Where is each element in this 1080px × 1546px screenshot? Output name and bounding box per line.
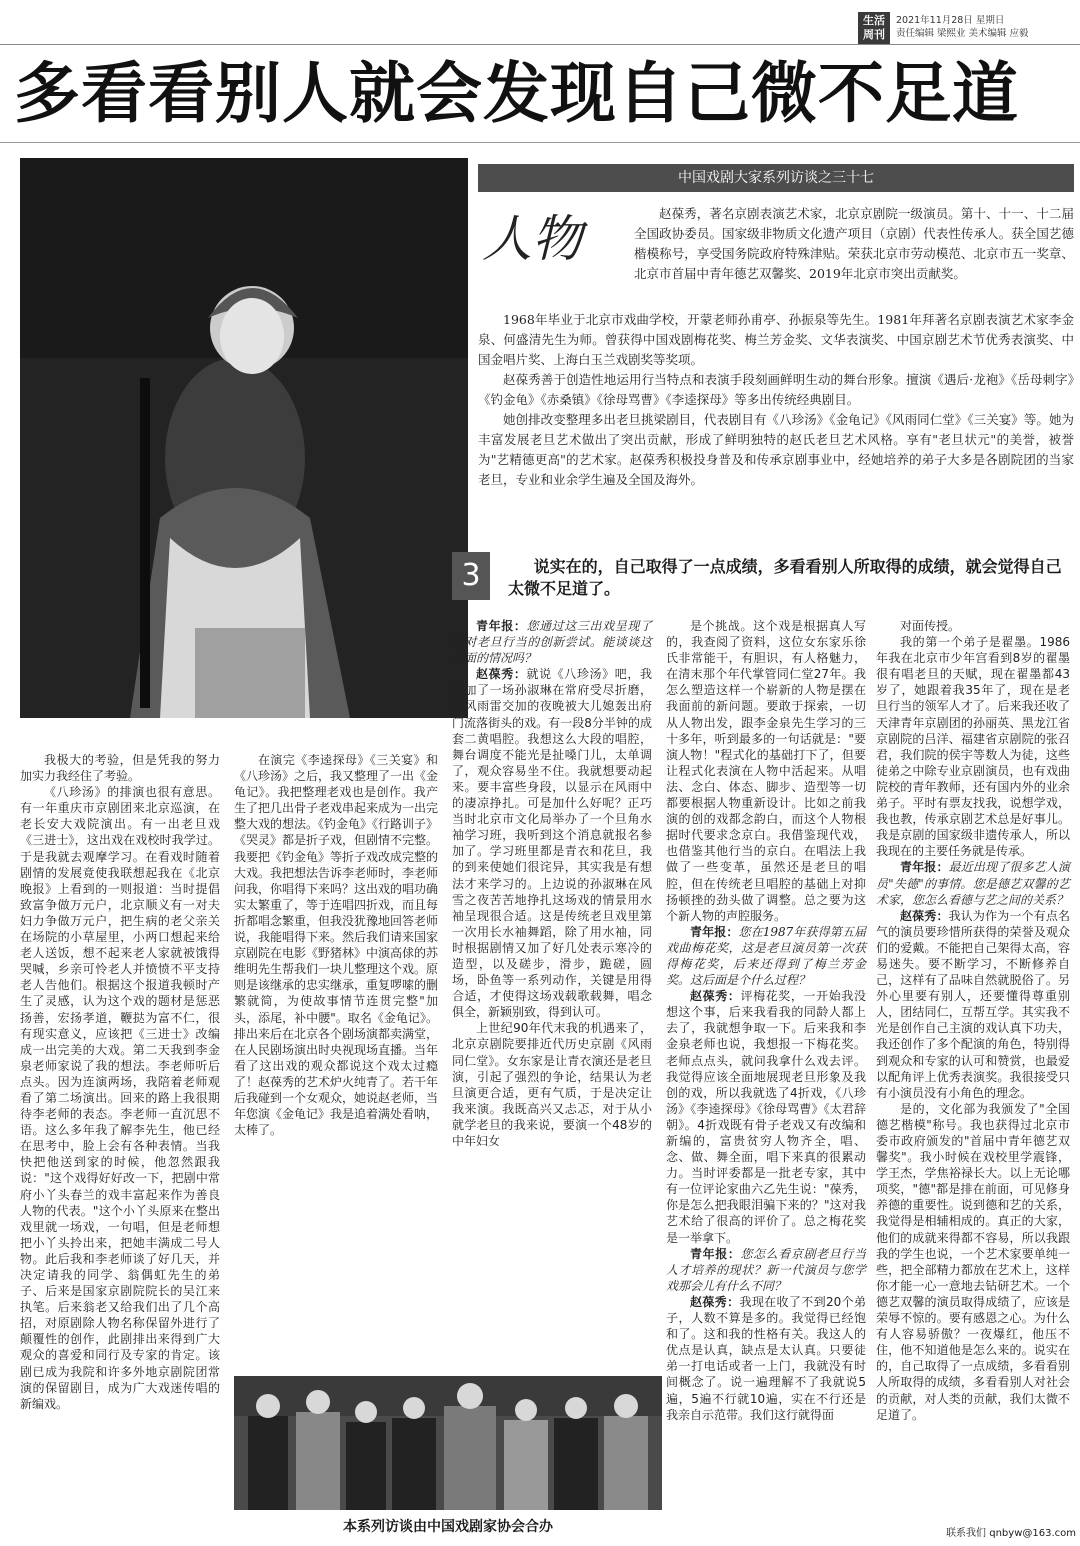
paragraph-text: 您通过这三出戏呈现了您对老旦行当的创新尝试。能谈谈这方面的情况吗？: [452, 619, 652, 666]
date-editors-line: [896, 14, 1076, 40]
paragraph-text: 您在1987年获得第五届戏曲梅花奖，这是老旦演员第一次获得梅花奖，后来还得到了梅兰芳金奖。这后面是个什么过程？: [666, 924, 866, 988]
speaker-label: 赵葆秀：: [690, 1294, 740, 1309]
speaker-label: 青年报：: [690, 924, 739, 939]
intro-paragraph: 她创排改变整理多出老旦挑梁剧目，代表剧目有《八珍汤》《金龟记》《风雨同仁堂》《三关宴》等。她为丰富发展老旦艺术做出了突出贡献，形成了鲜明独特的赵氏老旦艺术风格。享有"老旦状元"的美誉，被誉为"艺精德更高"的艺术家。赵葆秀积极投身普及和传承京剧事业中，经她培养的弟子大多是各剧院团的当家老旦，专业和业余学生遍及全国及海外。: [478, 412, 1074, 487]
paragraph-text: 就说《八珍汤》吧，我们加了一场孙淑琳在常府受尽折磨，在风雨雷交加的夜晚被大儿媳轰出府门流落街头的戏。有一段8分半钟的成套二黄唱腔。我想这么大段的唱腔，舞台调度不能光是扯嗓门儿，太单调了，观众容易坐不住。我就想要动起来。要丰富些身段，以显示在风雨中的凄凉挣扎。可是加什么好呢？正巧当时北京市文化局举办了一个旦角水袖学习班，我听到这个消息就报名参加了。学习班里都是青衣和花旦，我的到来使她们很诧异，其实我是有想法才来学习的。上边说的孙淑琳在风雪之夜苦苦地挣扎这场戏的情景用水袖呈现很合适。这是传统老旦戏里第一次用长水袖舞蹈，除了用水袖，同时根据剧情又加了好几处表示寒冷的造型，以及磋步，滑步，跪磋，圆场，卧鱼等一系列动作，关键是用得合适，才使得这场戏载歌载舞，唱念俱全，新颖别致，得到认可。: [452, 667, 652, 1020]
interview-question: [666, 1246, 866, 1294]
paragraph-text: 是个挑战。这个戏是根据真人写的，我查阅了资料，这位女东家乐徐氏非常能干，有胆识，有人格魅力，在清末那个年代掌管同仁堂27年。我怎么塑造这样一个崭新的人物是摆在我面前的新问题。要敢于探索，一切从人物出发，跟李金泉先生学习的三十多年，听到最多的一句话就是："要演人物！"程式化的基础打下了，但要让程式化表演在人物中活起来。从唱法、念白、体态、脚步、造型等一切都要根据人物重新设计。比如之前我演的创的戏都念韵白，而这个人物根据时代要求念京白。我借鉴现代戏，也借鉴其他行当的京白。在唱法上我做了一些变革，虽然还是老旦的唱腔，但在传统老旦唱腔的基础上对抑扬顿挫的劲头做了调整。总之要为这个新人物的声腔服务。: [666, 619, 866, 923]
column-3: [452, 618, 652, 1358]
editors: 责任编辑 梁熙业 美术编辑 应毅: [896, 28, 1029, 39]
body-paragraph: [876, 618, 1070, 634]
photo-caption: 本系列访谈由中国戏剧家协会合办: [343, 1519, 553, 1535]
intro-paragraph: 赵葆秀，著名京剧表演艺术家，北京京剧院一级演员。第十、十一、十二届全国政协委员。国家级非物质文化遗产项目（京剧）代表性传承人。获全国艺德楷模称号，享受国务院政府特殊津贴。荣获北京市劳动模范、北京市五一奖章、北京市首届中青年德艺双馨奖、2019年北京市突出贡献奖。: [634, 206, 1074, 281]
interview-question: [666, 924, 866, 988]
paragraph-text: 评梅花奖，一开始我没想这个事，后来我看我的同龄人都上去了，我就想争取一下。后来我和李金泉老师也说，我想报一下梅花奖。老师点点头，就问我拿什么戏去评。我觉得应该全面地展现老旦形象及我创的戏，所以我就选了4折戏，《八珍汤》《李逵探母》《徐母骂曹》《太君辞朝》。4折戏既有骨子老戏又有改编和新编的，富贵贫穷人物齐全，唱、念、做、舞全面，唱下来真的很累动力。当时评委都是一批老专家，其中有一位评论家曲六乙先生说："葆秀，你是怎么把我眼泪骗下来的？"这对我艺术给了很高的评价了。总之梅花奖是一举拿下。: [666, 989, 866, 1245]
headline: 多看看别人就会发现自己微不足道: [14, 55, 1019, 132]
portrait-photo: [20, 158, 468, 718]
intro-bio: [478, 204, 1074, 284]
top-rule: [0, 44, 1080, 45]
speaker-label: 赵葆秀：: [690, 989, 741, 1004]
group-photo: [234, 1376, 662, 1514]
renwu-text: 人物: [482, 210, 582, 268]
pull-quote: 说实在的，自己取得了一点成绩，多看看别人所取得的成绩，就会觉得自己太微不足道了。: [508, 557, 1062, 598]
paragraph-text: 我认为作为一个有点名气的演员要珍惜所获得的荣誉及观众们的爱戴。不能把自己架得太高，容易迷失。要不断学习，不断修养自己，这样有了品味自然就脱俗了。另外心里要有别人，还要懂得尊重别人，团结同仁，互帮互学。其实我不光是创作自己主演的戏认真下功夫，我还创作了多个配演的角色，特别得到观众和专家的认可和赞赏，也最爱以配角评上优秀表演奖。我很接受只有小演员没有小角色的理念。: [876, 908, 1070, 1100]
body-paragraph: [666, 988, 866, 1246]
interview-question: [452, 618, 652, 666]
intro-paragraph: 1968年毕业于北京市戏曲学校，开蒙老师孙甫亭、孙振泉等先生。1981年拜著名京剧表演艺术家李金泉、何盛清先生为师。曾获得中国戏剧梅花奖、梅兰芳金奖、文华表演奖、中国京剧艺术节优秀表演奖、中国金唱片奖、上海白玉兰戏剧奖等奖项。: [478, 312, 1074, 367]
paragraph-text: 上世纪90年代末我的机遇来了，北京京剧院要排近代历史京剧《风雨同仁堂》。女东家是让青衣演还是老旦演，引起了强烈的争论，结果认为老旦演更合适，更有气质，于是决定让我来演。我既高兴又忐忑，对于从小就学老旦的我来说，要演一个48岁的中年妇女: [452, 1021, 652, 1148]
speaker-label: 赵葆秀：: [476, 667, 527, 682]
paragraph-text: 是的，文化部为我颁发了"全国德艺楷模"称号。我也获得过北京市委市政府颁发的"首届中青年德艺双馨奖"。我小时候在戏校里学震锋，学王杰，学焦裕禄长大。以上无论哪项奖，"德"都是排在前面，可见修身养德的重要性。说到德和艺的关系，我觉得是相辅相成的。真正的大家，他们的成就来得都不容易，所以我跟我的学生也说，一个艺术家要单纯一些，把全部精力都放在艺术上，这样你才能一心一意地去钻研艺术。一个德艺双馨的演员取得成绩了，应该是荣辱不惊的。要有感恩之心。为什么有人容易骄傲？一夜爆红，他压不住，他不知道他是怎么来的。说实在的，自己取得了一点成绩，多看看别人所取得的成绩，多看看别人对社会的贡献，对人类的贡献，我们太微不足道了。: [876, 1101, 1070, 1422]
column-1: [20, 752, 220, 1538]
speaker-label: 赵葆秀：: [900, 908, 949, 923]
body-paragraph: [876, 634, 1070, 859]
footer-contact: 联系我们 qnbyw@163.com: [946, 1528, 1076, 1539]
body-paragraph: [666, 1294, 866, 1423]
paragraph-text: 我的第一个弟子是翟墨。1986年我在北京市少年宫看到8岁的翟墨很有唱老旦的天赋，现在翟墨都43岁了，她跟着我35年了，现在是老旦行当的领军人才了。后来我还收了天津青年京剧团的孙丽英、黑龙江省京剧院的吕洋、福建省京剧院的张召君，我们院的侯宇等数人为徒，这些徒弟之中除专业京剧演员，也有戏曲院校的青年教师，还有国内外的业余弟子。平时有票友找我，说想学戏，我也教，传承京剧艺术总是好事儿。我是京剧的国家级非遗传承人，所以我现在的主要任务就是传承。: [876, 635, 1070, 859]
paragraph-text: 我现在收了不到20个弟子，人数不算是多的。我觉得已经饱和了。这和我的性格有关。我这人的优点是认真，缺点是太认真。只要徒弟一打电话或者一上门，我就没有时间概念了。说一遍理解不了我就说5遍，5遍不行就10遍，实在不行还是我亲自示范带。我们这行就得面: [666, 1294, 866, 1422]
body-paragraph: 我极大的考验，但是凭我的努力加实力我经住了考验。: [20, 753, 220, 784]
series-banner: 中国戏剧大家系列访谈之三十七: [478, 164, 1074, 192]
body-paragraph: 《八珍汤》的排演也很有意思。有一年重庆市京剧团来北京巡演，在老长安大戏院演出。有一出老旦戏《三进士》，这出戏在戏校时我学过。于是我就去观摩学习。在看戏时随着剧情的发展竟使我联想起我在《北京晚报》上看到的一则报道：当时提倡致富争做万元户，北京顺义有一对夫妇力争做万元户，把生病的老父亲关在场院的小草屋里，小两口想起来给老人送饭，想不起来老人家就被饿得哭喊，乡亲可怜老人并愤愤不平支持老人告他们。根据这个报道我顿时产生了灵感，认为这个戏的题材是惩恶扬善，宏扬孝道，鞭挞为富不仁，很有现实意义，应该把《三进士》改编成一出完美的大戏。第二天我到李金泉老师家说了我的想法。李老师听后点头。因为连演两场，我陪着老师观看了第二场演出。回来的路上我很期待李老师的表态。李老师一直沉思不语。这么多年我了解李先生，他已经在思考中，脸上会有各种表情。当我快把他送到家的时候，他忽然跟我说："这个戏得好好改一下，把剧中常府小丫头春兰的戏丰富起来作为善良人物的代表。"这个小丫头原来在整出戏里就一场戏，一句唱，但是老师想把小丫头拎出来，把她丰满成二号人物。此后我和李老师谈了好几天，并决定请我的同学、翁偶虹先生的弟子、后来是国家京剧院院长的吴江来执笔。后来翁老又给我们出了几个高招，对原剧除人物名称保留外进行了颠覆性的创作，此剧排出来得到广大观众的喜爱和同行及专家的肯定。该剧已成为我院和许多外地京剧院团常演的保留剧目，成为广大戏迷传唱的新编戏。: [20, 785, 220, 1411]
column-5: [876, 618, 1070, 1518]
body-paragraph: [876, 908, 1070, 1101]
speaker-label: 青年报：: [690, 1246, 741, 1261]
paragraph-text: 最近出现了很多艺人演员"失德"的事情。您是德艺双馨的艺术家，您怎么看德与艺之间的关系？: [876, 860, 1070, 907]
newspaper-logo: 生活周刊: [858, 12, 890, 44]
body-paragraph: [666, 618, 866, 924]
body-paragraph: 在演完《李逵探母》《三关宴》和《八珍汤》之后，我又整理了一出《金龟记》。我把整理老戏也是创作。我产生了把几出骨子老戏串起来成为一出完整大戏的想法。《钓金龟》《行路训子》《哭灵》都是折子戏，但剧情不完整。我要把《钓金龟》等折子戏改成完整的大戏。我把想法告诉李老师时，李老师问我，你唱得下来吗？这出戏的唱功确实太繁重了，等于连唱四折戏，而且每折都唱念繁重，但我没犹豫地回答老师说，我能唱得下来。然后我们请来国家京剧院在电影《野猪林》中演高俅的苏维明先生帮我们一块儿整理这个戏。原则是该继承的忠实继承，重复啰嗦的删繁就简，为使故事情节连贯完整"加头，添尾，补中腰"。取名《金龟记》。排出来后在北京各个剧场演都卖满堂，在人民剧场演出时央视现场直播。当年看了这出戏的观众都说这个戏太过瘾了！赵葆秀的艺术炉火纯青了。若干年后我碰到一个女观众，她说赵老师，当年您演《金龟记》我是追着满处看呐，太棒了。: [234, 753, 439, 1138]
paragraph-text: 您怎么看京剧老旦行当人才培养的现状？新一代演员与您学戏那会儿有什么不同？: [666, 1246, 866, 1293]
column-4: [666, 618, 866, 1422]
speaker-label: 青年报：: [476, 619, 527, 633]
column-2: [234, 752, 438, 1352]
quote-number: 3: [452, 552, 490, 600]
body-paragraph: [452, 666, 652, 1020]
paragraph-text: 对面传授。: [900, 619, 961, 633]
intro-bio-rest: [478, 310, 1074, 490]
body-paragraph: [452, 1020, 652, 1149]
speaker-label: 青年报：: [900, 860, 949, 875]
interview-question: [876, 859, 1070, 907]
headline-rule: [0, 142, 1080, 143]
intro-paragraph: 赵葆秀善于创造性地运用行当特点和表演手段刻画鲜明生动的舞台形象。擅演《遇后·龙袍》《岳母刺字》《钓金龟》《赤桑镇》《徐母骂曹》《李逵探母》等多出传统经典剧目。: [478, 372, 1074, 407]
issue-date: 2021年11月28日 星期日: [896, 15, 1005, 26]
body-paragraph: [876, 1101, 1070, 1423]
